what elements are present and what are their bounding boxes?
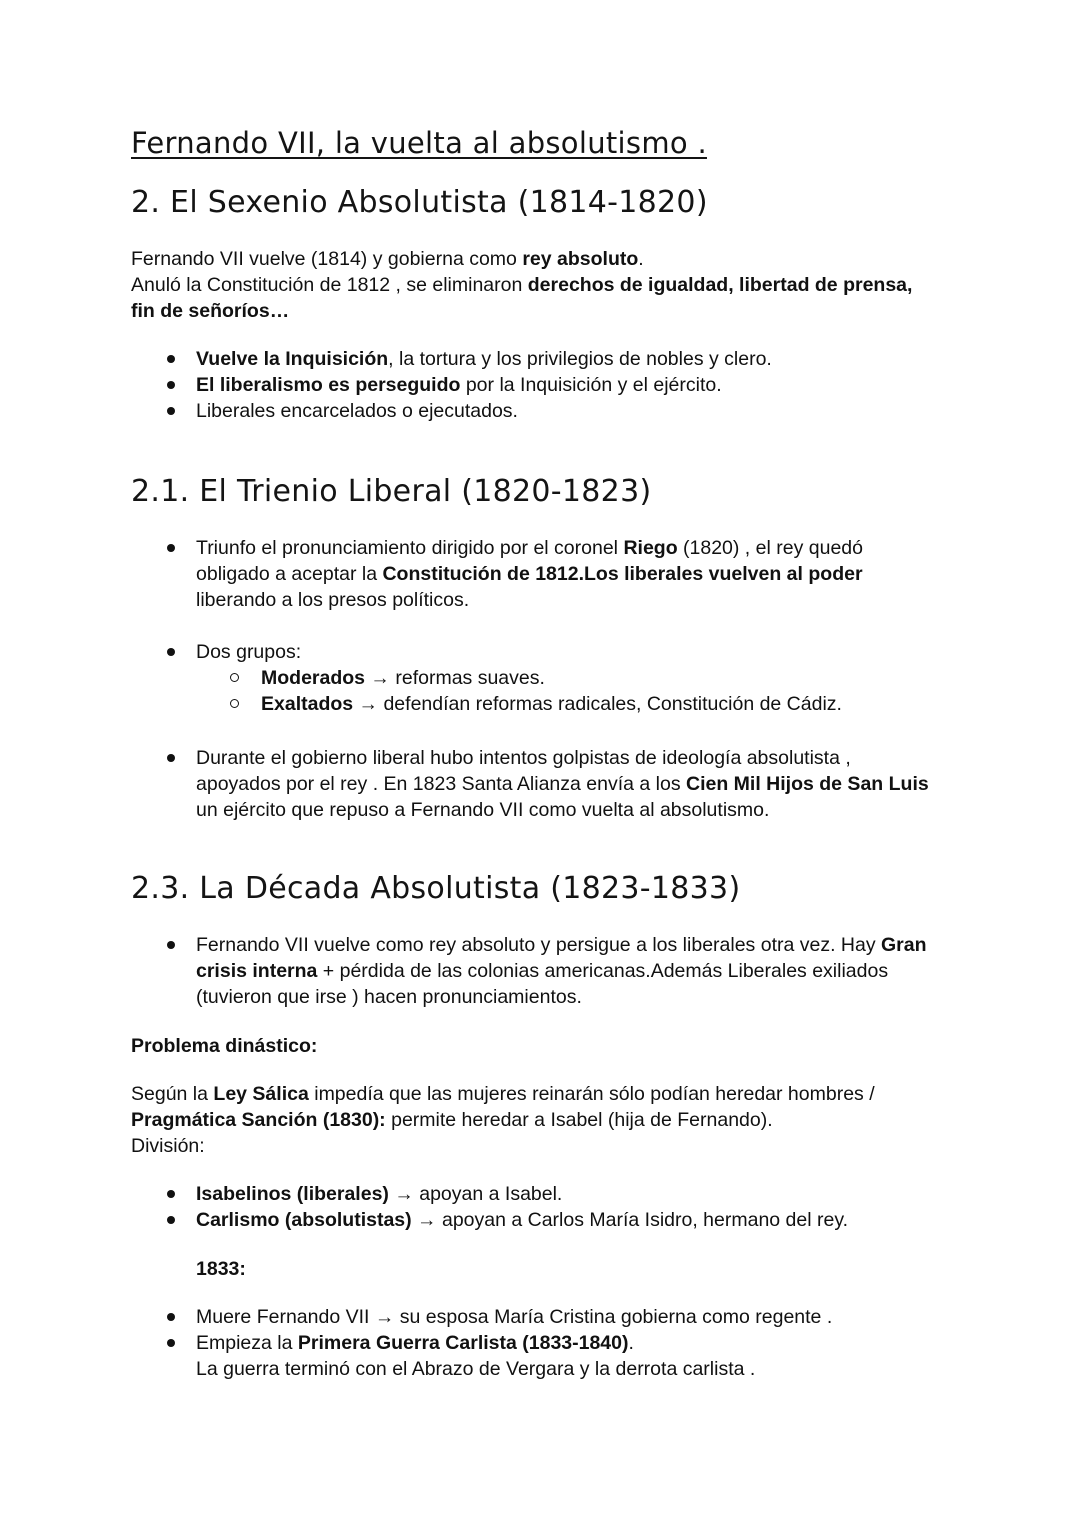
- bullet-icon: [167, 941, 175, 949]
- bullet-icon: [167, 754, 175, 762]
- paragraph-line: Pragmática Sanción (1830): permite heredar a Isabel (hija de Fernando).: [131, 1109, 773, 1131]
- list-item-continuation: crisis interna + pérdida de las colonias americanas.Además Liberales exiliados: [196, 960, 889, 982]
- list-item: El liberalismo es perseguido por la Inquisición y el ejército.: [196, 374, 722, 396]
- bullet-icon: [167, 407, 175, 415]
- paragraph-line: fin de señoríos…: [131, 300, 290, 322]
- bullet-icon: [167, 1339, 175, 1347]
- bullet-icon: [167, 381, 175, 389]
- list-item-continuation: liberando a los presos políticos.: [196, 589, 470, 611]
- sub-list-item: Exaltados → defendían reformas radicales, Constitución de Cádiz.: [261, 693, 842, 715]
- sub-list-item: Moderados → reformas suaves.: [261, 667, 545, 689]
- year-label: 1833:: [196, 1258, 246, 1280]
- list-item: Dos grupos:: [196, 641, 302, 663]
- subheading-problema: Problema dinástico:: [131, 1035, 318, 1057]
- section-heading-sexenio: 2. El Sexenio Absolutista (1814-1820): [131, 185, 708, 220]
- bullet-icon: [167, 355, 175, 363]
- list-item-continuation: (tuvieron que irse ) hacen pronunciamientos.: [196, 986, 582, 1008]
- list-item: Muere Fernando VII → su esposa María Cristina gobierna como regente .: [196, 1306, 833, 1328]
- bullet-icon: [167, 1313, 175, 1321]
- list-item-continuation: La guerra terminó con el Abrazo de Vergara y la derrota carlista .: [196, 1358, 756, 1380]
- bullet-icon: [167, 1190, 175, 1198]
- page-title: Fernando VII, la vuelta al absolutismo .: [131, 126, 707, 160]
- paragraph-line: Según la Ley Sálica impedía que las mujeres reinarán sólo podían heredar hombres /: [131, 1083, 875, 1105]
- sub-bullet-icon: [230, 699, 239, 708]
- sub-bullet-icon: [230, 673, 239, 682]
- list-item: Liberales encarcelados o ejecutados.: [196, 400, 518, 422]
- list-item: Fernando VII vuelve como rey absoluto y persigue a los liberales otra vez. Hay Gran: [196, 934, 927, 956]
- list-item: Durante el gobierno liberal hubo intentos golpistas de ideología absolutista ,: [196, 747, 851, 769]
- bullet-icon: [167, 1216, 175, 1224]
- list-item: Vuelve la Inquisición, la tortura y los privilegios de nobles y clero.: [196, 348, 772, 370]
- section-heading-decada: 2.3. La Década Absolutista (1823-1833): [131, 871, 741, 906]
- paragraph-line: División:: [131, 1135, 205, 1157]
- list-item-continuation: apoyados por el rey . En 1823 Santa Alianza envía a los Cien Mil Hijos de San Luis: [196, 773, 929, 795]
- section-heading-trienio: 2.1. El Trienio Liberal (1820-1823): [131, 474, 652, 509]
- list-item-continuation: un ejército que repuso a Fernando VII como vuelta al absolutismo.: [196, 799, 770, 821]
- list-item: Isabelinos (liberales) → apoyan a Isabel.: [196, 1183, 563, 1205]
- bullet-icon: [167, 648, 175, 656]
- list-item: Carlismo (absolutistas) → apoyan a Carlos María Isidro, hermano del rey.: [196, 1209, 849, 1231]
- list-item-continuation: obligado a aceptar la Constitución de 1812.Los liberales vuelven al poder: [196, 563, 863, 585]
- paragraph-line: Anuló la Constitución de 1812 , se eliminaron derechos de igualdad, libertad de prensa,: [131, 274, 913, 296]
- list-item: Triunfo el pronunciamiento dirigido por el coronel Riego (1820) , el rey quedó: [196, 537, 863, 559]
- bullet-icon: [167, 544, 175, 552]
- paragraph-line: Fernando VII vuelve (1814) y gobierna como rey absoluto.: [131, 248, 644, 270]
- list-item: Empieza la Primera Guerra Carlista (1833-1840).: [196, 1332, 634, 1354]
